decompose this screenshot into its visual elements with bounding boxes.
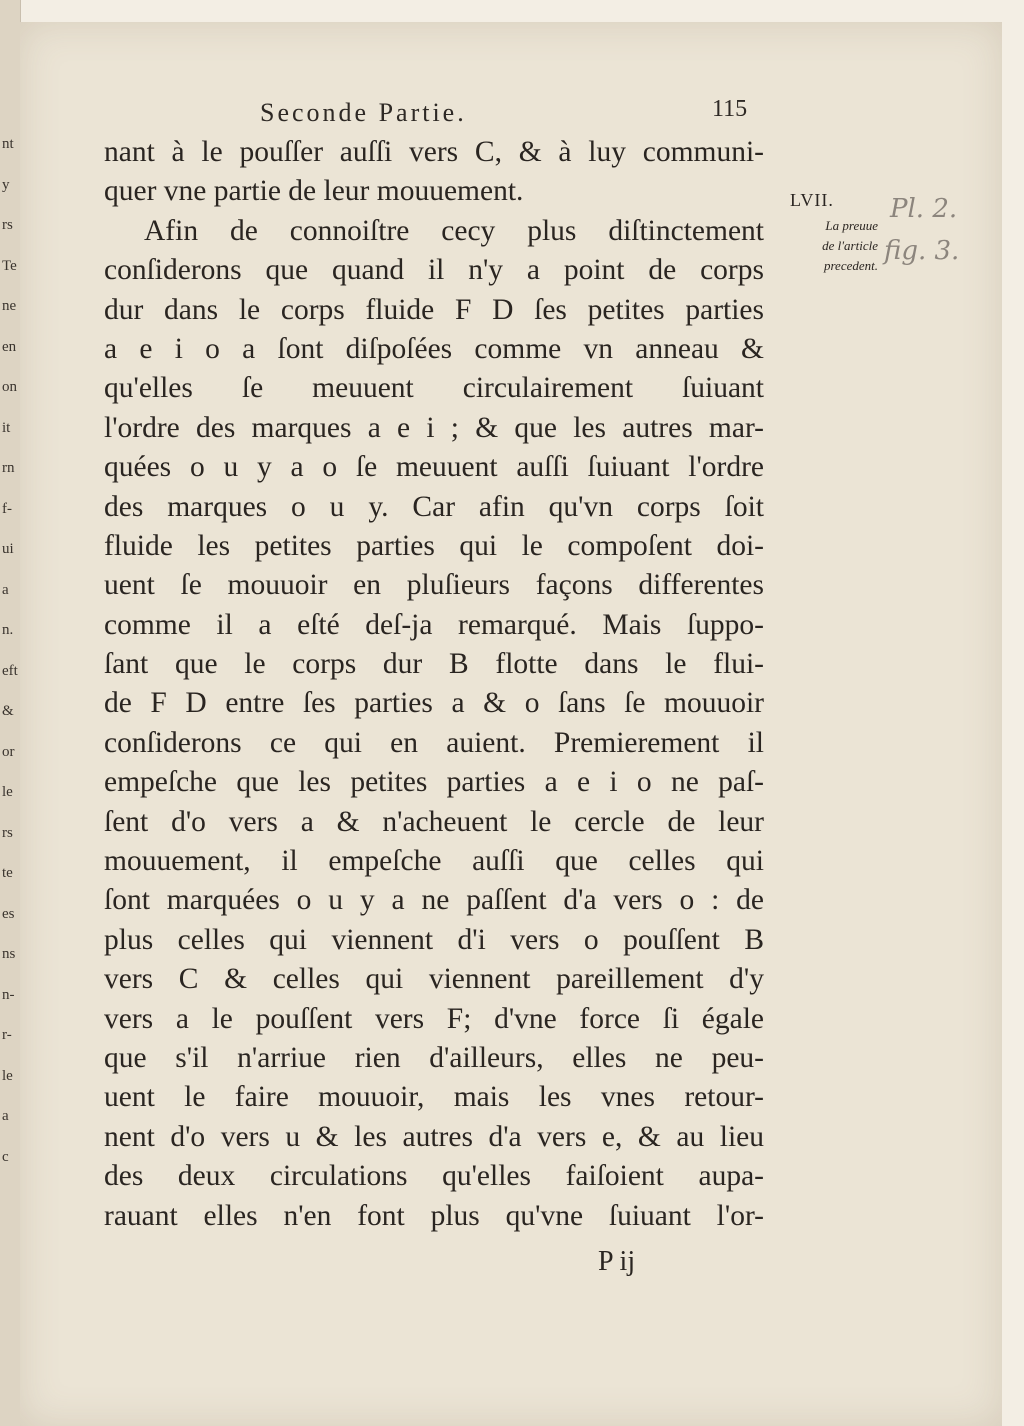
text-line: nant à le pouſſer auſſi vers C, & à luy communi-: [104, 136, 764, 168]
text-line: des deux circulations qu'elles faiſoient aupa-: [104, 1160, 764, 1193]
text-line: Afin de connoiſtre cecy plus diſtinctement: [144, 214, 764, 247]
text-line: mouuement, il empeſche auſſi que celles qui: [104, 845, 764, 878]
text-line: des marques o u y. Car afin qu'vn corps ſoit: [104, 490, 764, 523]
margin-note-line: La preuue: [825, 218, 878, 233]
adjacent-page-fragment: on: [2, 379, 17, 395]
text-line: comme il a eſté deſ-ja remarqué. Mais ſuppo-: [104, 608, 764, 641]
margin-note-line: precedent.: [823, 258, 878, 273]
text-line: fluide les petites parties qui le compoſent doi-: [104, 529, 764, 562]
adjacent-page-fragment: rn: [2, 460, 15, 476]
adjacent-page-fragment: a: [2, 581, 9, 598]
page-number: 115: [712, 96, 748, 122]
text-line: empeſche que les petites parties a e i o ne paſ-: [104, 766, 764, 799]
margin-note-line: de l'article: [822, 238, 878, 253]
adjacent-page-fragment: rs: [2, 824, 13, 841]
text-line: uent ſe mouuoir en pluſieurs façons differentes: [104, 569, 764, 602]
adjacent-page-fragment: nt: [2, 136, 14, 152]
adjacent-page-fragment: te: [2, 865, 13, 881]
adjacent-page-fragment: le: [2, 784, 13, 800]
text-line: plus celles qui viennent d'i vers o pouſſent B: [104, 923, 764, 956]
text-line: uent le faire mouuoir, mais les vnes retour-: [104, 1081, 764, 1114]
adjacent-page-fragment: ui: [2, 541, 14, 557]
adjacent-page-fragment: y: [2, 176, 10, 193]
text-line: l'ordre des marques a e i ; & que les autres mar-: [104, 411, 764, 444]
adjacent-page-fragment: en: [2, 338, 17, 355]
margin-article-number: LVII.: [790, 190, 834, 210]
adjacent-page-fragment: r-: [2, 1027, 12, 1043]
adjacent-page-fragment: le: [2, 1067, 13, 1084]
adjacent-page-fragment: ne: [2, 298, 17, 314]
text-line: ſont marquées o u y a ne paſſent d'a vers o : de: [104, 884, 764, 917]
text-line: a e i o a ſont diſpoſées comme vn anneau &: [104, 332, 764, 365]
adjacent-page-fragment: Te: [2, 257, 17, 274]
text-line: dur dans le corps fluide F D ſes petites parties: [104, 293, 764, 326]
text-line: quer vne partie de leur mouuement.: [104, 175, 524, 208]
adjacent-page-fragment: a: [2, 1108, 9, 1124]
main-text-block: [104, 133, 764, 1236]
handwritten-figure-reference: fig. 3.: [884, 236, 960, 266]
adjacent-page-fragment: ns: [2, 946, 16, 962]
adjacent-page-fragment: or: [2, 743, 15, 760]
text-line: rauant elles n'en font plus qu'vne ſuiuant l'or-: [104, 1199, 764, 1232]
text-line: conſiderons ce qui en auient. Premierement il: [104, 726, 764, 759]
adjacent-page-text-fragments: [0, 0, 20, 1426]
text-line: conſiderons que quand il n'y a point de corps: [104, 254, 764, 287]
adjacent-page-fragment: es: [2, 905, 15, 922]
adjacent-page-fragment: eft: [2, 662, 18, 679]
adjacent-page-fragment: f-: [2, 500, 12, 517]
adjacent-page-fragment: c: [2, 1148, 9, 1165]
text-line: quées o u y a o ſe meuuent auſſi ſuiuant l'ordre: [104, 451, 764, 484]
adjacent-page-fragment: n-: [2, 986, 15, 1003]
text-line: nent d'o vers u & les autres d'a vers e, & au lieu: [104, 1120, 764, 1153]
adjacent-page-fragment: &: [2, 703, 14, 719]
text-line: vers a le pouſſent vers F; d'vne force ſi égale: [104, 1002, 764, 1035]
text-line: vers C & celles qui viennent pareillement d'y: [104, 963, 764, 996]
text-line: ſant que le corps dur B flotte dans le flui-: [104, 648, 764, 681]
text-line: ſent d'o vers a & n'acheuent le cercle de leur: [104, 805, 764, 838]
signature-mark: P ij: [598, 1246, 636, 1277]
running-title: Seconde Partie.: [260, 98, 467, 127]
text-line: que s'il n'arriue rien d'ailleurs, elles ne peu-: [104, 1041, 764, 1074]
adjacent-page-fragment: it: [2, 419, 11, 436]
text-line: qu'elles ſe meuuent circulairement ſuiuant: [104, 372, 764, 405]
adjacent-page-fragment: n.: [2, 622, 14, 638]
adjacent-page-fragment: rs: [2, 217, 13, 233]
handwritten-plate-reference: Pl. 2.: [890, 194, 958, 224]
text-line: de F D entre ſes parties a & o ſans ſe mouuoir: [104, 687, 764, 720]
